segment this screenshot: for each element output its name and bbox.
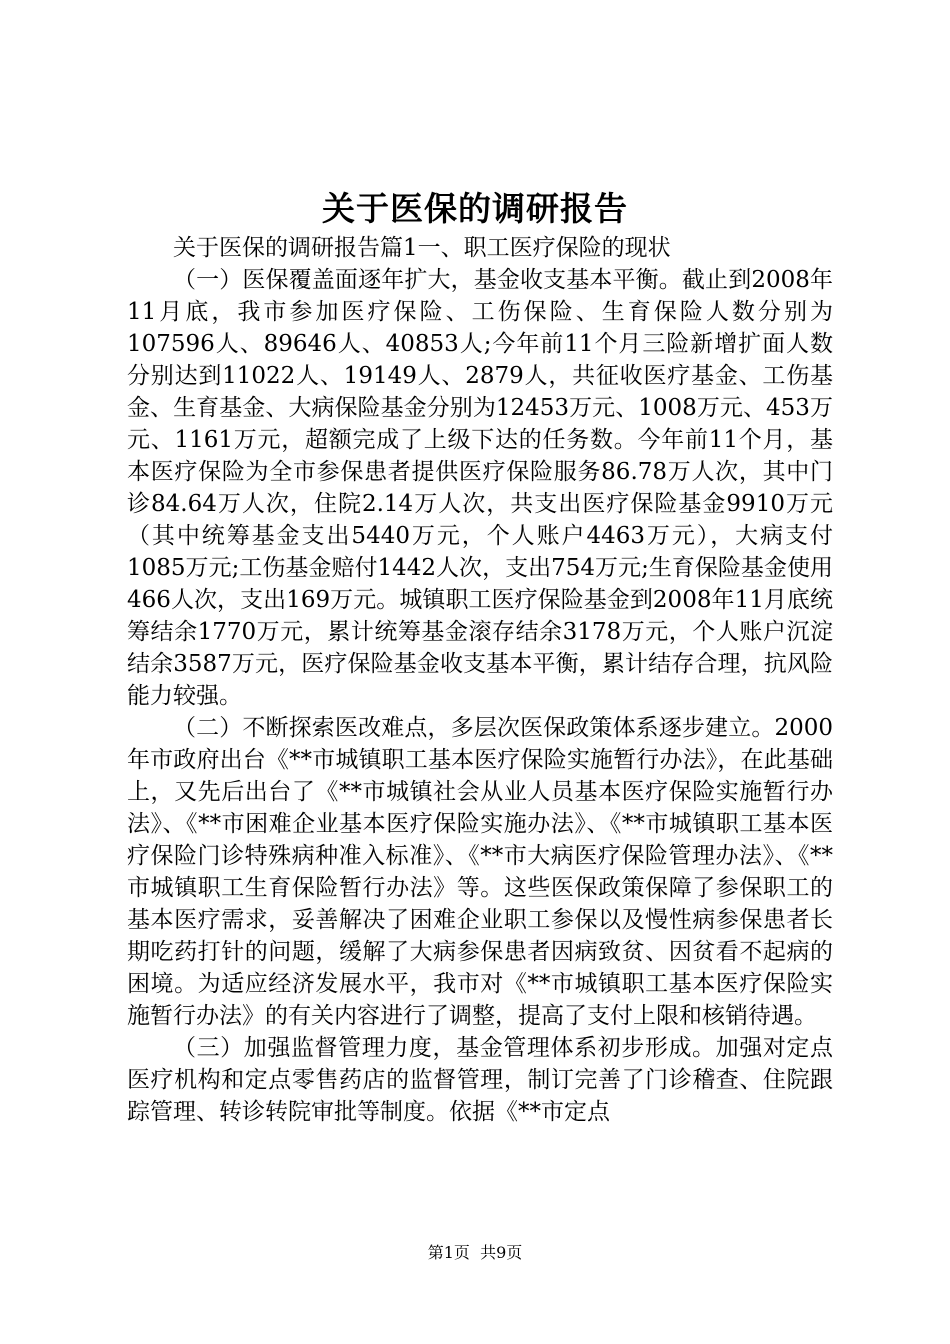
page-number: 第1页 [427,1243,470,1262]
paragraph-section-3: （三）加强监督管理力度，基金管理体系初步形成。加强对定点医疗机构和定点零售药店的监督管理，制订完善了门诊稽查、住院跟踪管理、转诊转院审批等制度。依据《**市定点 [127,1035,833,1125]
page-total: 共9页 [480,1243,523,1262]
page-footer [0,1241,950,1265]
paragraph-section-1: （一）医保覆盖面逐年扩大，基金收支基本平衡。截止到2008年11月底，我市参加医疗保险、工伤保险、生育保险人数分别为107596人、89646人、40853人;今年前11个月三险新增扩面人数分别达到11022人、19149人、2879人，共征收医疗基金、工伤基金、生育基金、大病保险基金分别为12453万元、1008万元、453万元、1161万元，超额完成了上级下达的任务数。今年前11个月，基本医疗保险为全市参保患者提供医疗保险服务86.78万人次，其中门诊84.64万人次，住院2.14万人次，共支出医疗保险基金9910万元（其中统筹基金支出5440万元，个人账户4463万元），大病支付1085万元;工伤基金赔付1442人次，支出754万元;生育保险基金使用466人次，支出169万元。城镇职工医疗保险基金到2008年11月底统筹结余1770万元，累计统筹基金滚存结余3178万元，个人账户沉淀结余3587万元，医疗保险基金收支基本平衡，累计结存合理，抗风险能力较强。 [127,267,833,709]
paragraph-intro: 关于医保的调研报告篇1一、职工医疗保险的现状 [173,235,671,261]
document-body [127,232,833,1128]
paragraph-section-2: （二）不断探索医改难点，多层次医保政策体系逐步建立。2000年市政府出台《**市城镇职工基本医疗保险实施暂行办法》，在此基础上，又先后出台了《**市城镇社会从业人员基本医疗保险实施暂行办法》、《**市困难企业基本医疗保险实施办法》、《**市城镇职工基本医疗保险门诊特殊病种准入标准》、《**市大病医疗保险管理办法》、《**市城镇职工生育保险暂行办法》等。这些医保政策保障了参保职工的基本医疗需求，妥善解决了困难企业职工参保以及慢性病参保患者长期吃药打针的问题，缓解了大病参保患者因病致贫、因贫看不起病的困境。为适应经济发展水平，我市对《**市城镇职工基本医疗保险实施暂行办法》的有关内容进行了调整，提高了支付上限和核销待遇。 [127,715,833,1029]
document-title: 关于医保的调研报告 [322,189,628,228]
footer-separator [470,1243,480,1262]
